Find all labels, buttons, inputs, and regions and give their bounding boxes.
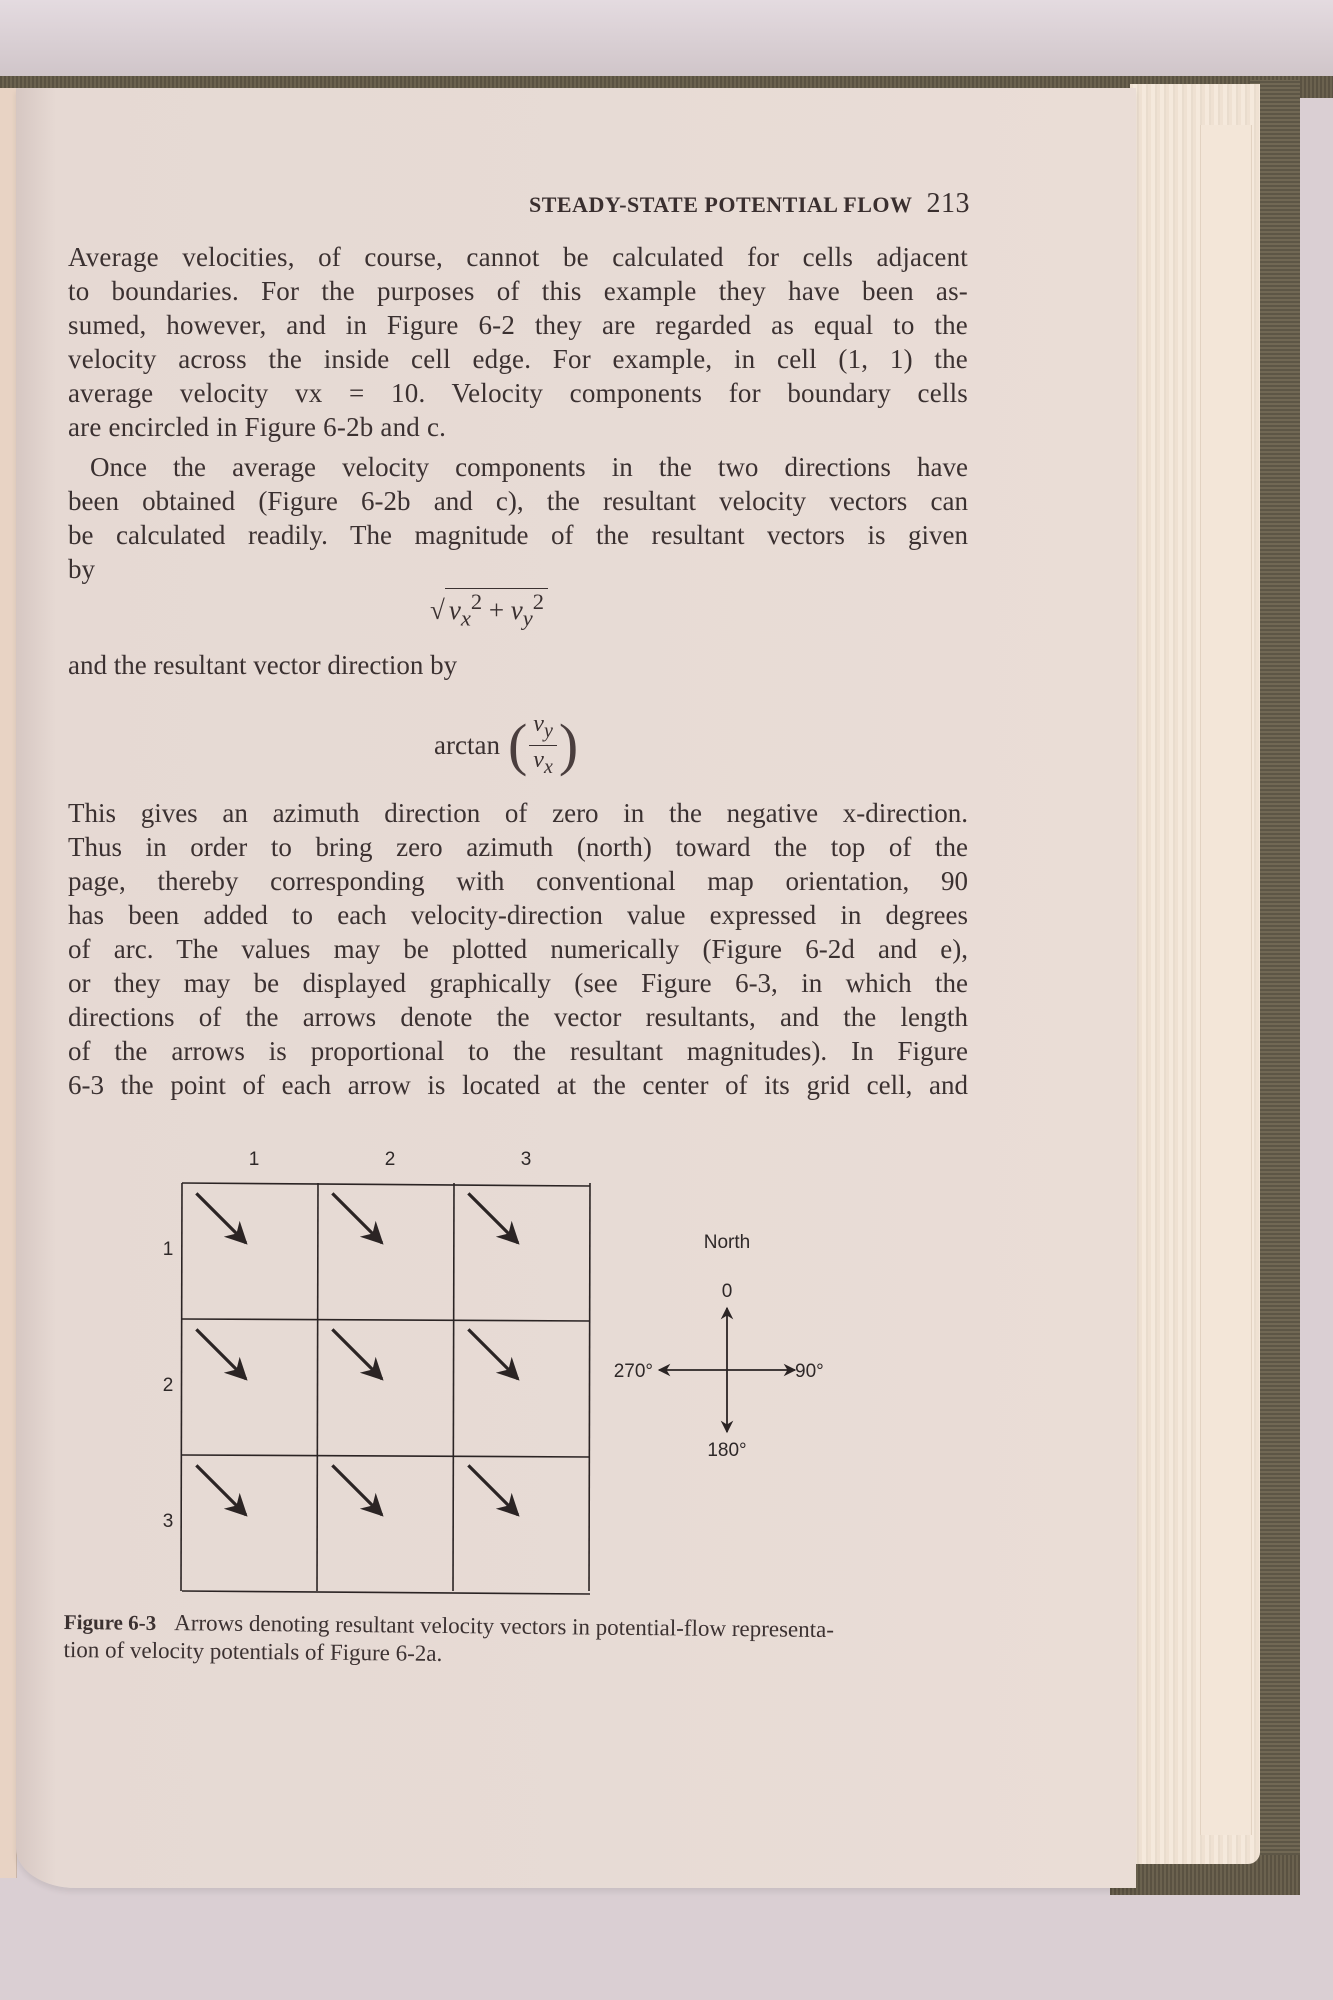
left-paren: ( [507,712,528,778]
text-line: directions of the arrows denote the vector resultants, and the length [68,1002,968,1032]
text-line: This gives an azimuth direction of zero in the negative x-direction. [68,798,968,828]
text-line: 6-3 the point of each arrow is located at the center of its grid cell, and [68,1070,968,1100]
velocity-arrow [468,1329,518,1379]
grid-line-horizontal [182,1183,590,1186]
compass-title: North [703,1232,751,1253]
row-label: 2 [162,1375,174,1396]
compass-rose [614,1232,824,1461]
sub-x: x [460,605,471,631]
text-line: of the arrows is proportional to the resultant magnitudes). In Figure [68,1036,968,1066]
column-label: 3 [520,1149,532,1170]
caption-text-line-1: Arrows denoting resultant velocity vectors in potential-flow representa- [174,1610,835,1643]
velocity-arrow [332,1465,382,1515]
radical-sign: √ [430,595,445,625]
text-line: to boundaries. For the purposes of this example they have been as- [68,276,968,306]
exponent: 2 [532,589,545,614]
sub-y: y [543,719,553,742]
text-line: velocity across the inside cell edge. For example, in cell (1, 1) the [68,344,968,374]
velocity-arrow [196,1329,246,1379]
compass-north-label: 0 [721,1281,733,1302]
text-line: are encircled in Figure 6-2b and c. [68,412,447,442]
compass-west-label: 270° [613,1361,653,1382]
caption-text-line-2: tion of velocity potentials of Figure 6-2a. [63,1636,443,1666]
text-line: has been added to each velocity-direction value expressed in degrees [68,900,968,930]
velocity-arrow [196,1193,246,1243]
grid-line-vertical [317,1183,318,1591]
column-label: 2 [384,1149,396,1170]
compass-south-label: 180° [707,1440,747,1461]
plus-sign: + [488,595,505,625]
column-label: 1 [248,1149,260,1170]
var-v: v [533,711,544,737]
sub-x: x [543,755,553,778]
row-label: 1 [162,1239,174,1260]
text-line: Once the average velocity components in the two directions have [90,452,968,482]
text-line: by [68,554,95,584]
var-v: v [533,746,544,773]
text-line: page, thereby corresponding with conventional map orientation, 90 [68,866,968,896]
var-v: v [448,595,461,625]
text-line: of arc. The values may be plotted numerically (Figure 6-2d and e), [68,934,968,964]
text-line: average velocity vx = 10. Velocity components for boundary cells [68,378,968,408]
grid-line-vertical [181,1183,182,1591]
right-paren: ) [558,712,579,778]
sub-y: y [522,605,533,631]
text-line: be calculated readily. The magnitude of the resultant vectors is given [68,520,968,550]
arctan-func: arctan [434,729,500,760]
velocity-arrow [468,1465,518,1515]
velocity-arrow [196,1465,246,1515]
velocity-arrow [332,1329,382,1379]
text-line: Average velocities, of course, cannot be calculated for cells adjacent [68,242,968,272]
caption-figure-number: Figure 6-3 [63,1609,157,1635]
running-title: STEADY-STATE POTENTIAL FLOW [528,192,913,217]
text-line: and the resultant vector direction by [68,650,458,680]
text-line: sumed, however, and in Figure 6-2 they are regarded as equal to the [68,310,968,340]
exponent: 2 [470,589,483,614]
velocity-arrow [468,1193,518,1243]
velocity-arrow [332,1193,382,1243]
grid-line-vertical [453,1183,454,1591]
grid-line-horizontal [182,1591,590,1594]
text-line: Thus in order to bring zero azimuth (north) toward the top of the [68,832,968,862]
grid-line-horizontal [182,1455,590,1457]
text-line: or they may be displayed graphically (see Figure 6-3, in which the [68,968,968,998]
grid-line-horizontal [182,1319,590,1321]
grid-line-vertical [589,1183,590,1591]
figure-caption [63,1608,964,1673]
page-number: 213 [926,188,970,219]
vector-grid [163,1149,590,1594]
compass-east-label: 90° [795,1361,824,1382]
row-label: 3 [162,1511,174,1532]
var-v: v [510,595,523,625]
text-line: been obtained (Figure 6-2b and c), the resultant velocity vectors can [68,486,968,516]
